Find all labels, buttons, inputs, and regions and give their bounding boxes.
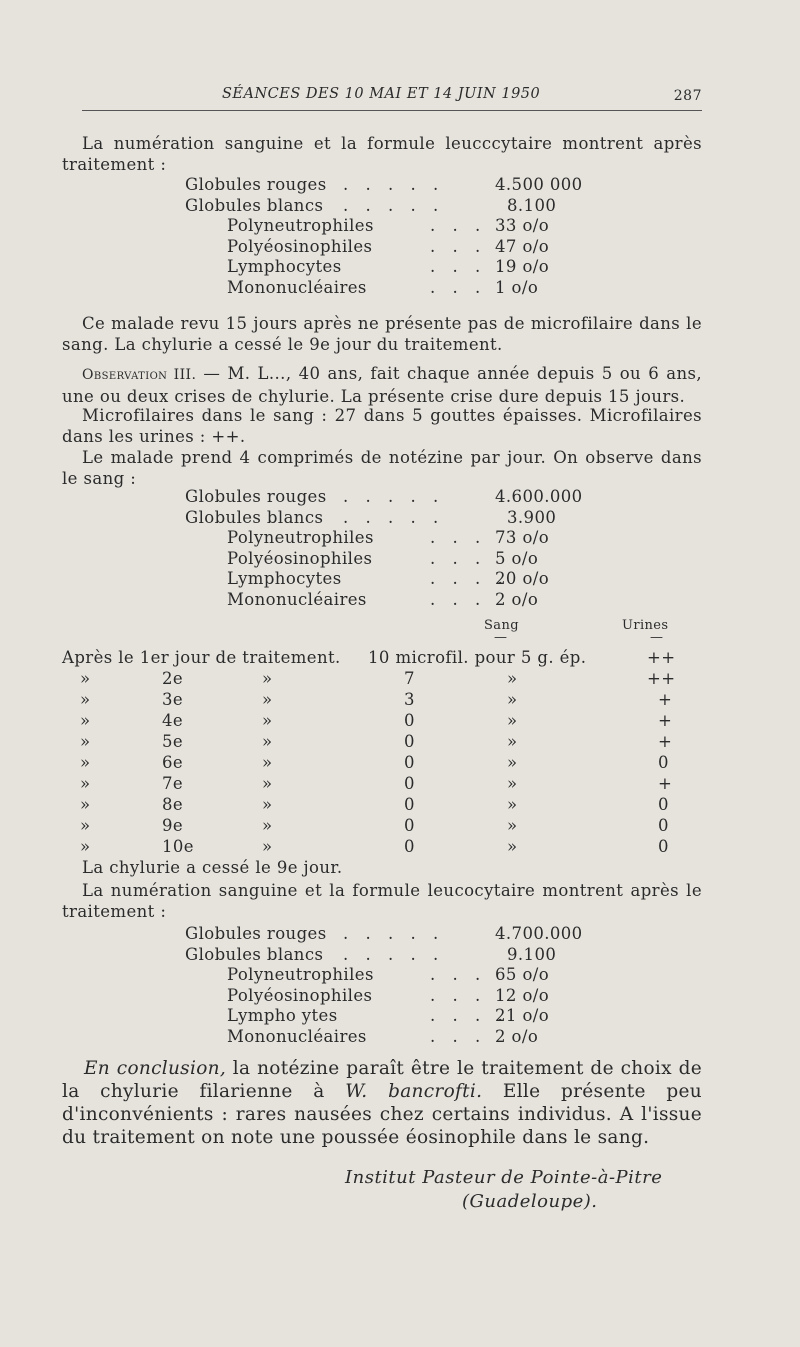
blood-count-label: Polyneutrophiles: [227, 216, 374, 235]
blood-count-label: Polyéosinophiles: [227, 985, 373, 1005]
blood-count-label: Globules blancs: [185, 944, 324, 964]
blood-count-label: Lympho ytes: [227, 1006, 338, 1025]
ditto-mark: »: [507, 669, 518, 688]
microfilaire-count: 7: [404, 669, 415, 688]
blood-count-label: Globules rouges: [185, 175, 327, 194]
ditto-mark: »: [262, 711, 273, 730]
leader-dots: . . . . .: [343, 507, 445, 527]
blood-count-value: 4.600.000: [495, 487, 583, 506]
blood-count-value: 4.700.000: [495, 924, 583, 943]
observation-3-paragraph: [62, 363, 702, 407]
column-header-sang: Sang: [484, 618, 519, 633]
treatment-day: 5e: [162, 732, 184, 751]
running-title: SÉANCES DES 10 MAI ET 14 JUIN 1950: [222, 86, 541, 102]
treatment-day: 4e: [162, 711, 184, 730]
treatment-day: 2e: [162, 669, 184, 688]
blood-count-value: 47 o/o: [495, 236, 550, 256]
urine-result: 0: [658, 753, 669, 772]
blood-count-value: 2 o/o: [495, 1026, 539, 1046]
ditto-mark: »: [507, 753, 518, 772]
leader-dots: . . . . .: [343, 924, 445, 943]
treatment-row: [62, 732, 702, 753]
ditto-mark: »: [507, 774, 518, 793]
urine-result: +: [658, 732, 673, 751]
ditto-mark: »: [80, 669, 91, 688]
blood-count-value: 2 o/o: [495, 589, 539, 609]
blood-count-value: 73 o/o: [495, 528, 550, 547]
ditto-mark: »: [262, 669, 273, 688]
treatment-course-table: [62, 618, 702, 858]
observation-heading: Observation III.: [82, 367, 197, 383]
microfilaire-count: 0: [404, 774, 415, 793]
conclusion-text-1: la notézine paraît être le traitement de choix de la chylurie filarienne à: [62, 1058, 702, 1102]
treatment-first-count: 10 microfil. pour 5 g. ép.: [368, 648, 587, 667]
urine-result: +: [658, 690, 673, 709]
blood-count-value: 20 o/o: [495, 569, 550, 588]
leader-dots: . . .: [430, 589, 487, 609]
urine-result: +: [658, 774, 673, 793]
paragraph-dosage: Le malade prend 4 comprimés de notézine par jour. On observe dans le sang :: [62, 448, 702, 488]
paragraph-results-2: La numération sanguine et la formule leucocytaire montrent après le traitement :: [62, 881, 702, 921]
leader-dots: . . . .: [430, 1006, 509, 1025]
blood-count-label: Mononucléaires: [227, 277, 367, 297]
blood-count-value: 9.100: [507, 944, 557, 964]
microfilaire-count: 0: [404, 732, 415, 751]
leader-dots: . . .: [430, 216, 487, 235]
urine-result: 0: [658, 816, 669, 835]
ditto-mark: »: [262, 816, 273, 835]
paragraph-results-1: La numération sanguine et la formule leucccytaire montrent après traitement :: [62, 134, 702, 174]
microfilaire-count: 0: [404, 795, 415, 814]
ditto-mark: »: [262, 795, 273, 814]
blood-count-value: 12 o/o: [495, 985, 550, 1005]
treatment-row: [62, 753, 702, 774]
observation-text: — M. L..., 40 ans, fait chaque année depuis 5 ou 6 ans, une ou deux crises de chylurie. La présente crise dure depuis 15 jours.: [62, 364, 702, 406]
column-dash-sang: —: [494, 630, 508, 645]
leader-dots: . . . . .: [343, 195, 445, 215]
paragraph-followup: Ce malade revu 15 jours après ne présente pas de microfilaire dans le sang. La chylurie a cessé le 9e jour du traitement.: [62, 314, 702, 354]
paragraph-microfilaires: Microfilaires dans le sang : 27 dans 5 gouttes épaisses. Microfilaires dans les urines : ++.: [62, 406, 702, 446]
blood-count-label: Globules blancs: [185, 507, 324, 527]
leader-dots: . . .: [430, 985, 487, 1005]
ditto-mark: »: [80, 711, 91, 730]
ditto-mark: »: [262, 753, 273, 772]
treatment-row: [62, 837, 702, 858]
treatment-row-day-1: [62, 648, 702, 669]
treatment-rows: [62, 669, 702, 858]
running-header: [82, 82, 702, 111]
conclusion-lead: En conclusion,: [84, 1058, 227, 1079]
urine-result: ++: [647, 669, 676, 688]
blood-count-value: 33 o/o: [495, 216, 550, 235]
conclusion-paragraph: [62, 1057, 702, 1149]
treatment-row: [62, 774, 702, 795]
column-header-urines: Urines: [622, 618, 669, 633]
treatment-first-label: Après le 1er jour de traitement.: [62, 648, 341, 667]
ditto-mark: »: [80, 732, 91, 751]
ditto-mark: »: [80, 774, 91, 793]
ditto-mark: »: [262, 774, 273, 793]
blood-count-label: Globules rouges: [185, 487, 327, 506]
page-number: 287: [673, 88, 702, 104]
ditto-mark: »: [507, 795, 518, 814]
leader-dots: . . . .: [430, 569, 509, 588]
leader-dots: . . . . .: [343, 487, 445, 506]
ditto-mark: »: [80, 753, 91, 772]
ditto-mark: »: [507, 732, 518, 751]
blood-count-label: Lymphocytes: [227, 257, 342, 276]
leader-dots: . . . . .: [343, 944, 445, 964]
urine-result: +: [658, 711, 673, 730]
treatment-first-urines: ++: [647, 648, 676, 667]
leader-dots: . . .: [430, 548, 487, 568]
treatment-day: 9e: [162, 816, 184, 835]
ditto-mark: »: [262, 690, 273, 709]
urine-result: 0: [658, 795, 669, 814]
blood-count-label: Mononucléaires: [227, 589, 367, 609]
microfilaire-count: 0: [404, 753, 415, 772]
treatment-day: 8e: [162, 795, 184, 814]
ditto-mark: »: [507, 711, 518, 730]
leader-dots: . . .: [430, 528, 487, 547]
blood-count-value: 5 o/o: [495, 548, 539, 568]
blood-count-value: 4.500 000: [495, 175, 583, 194]
signature-institute: Institut Pasteur de Pointe-à-Pitre: [345, 1167, 663, 1188]
leader-dots: . . .: [430, 965, 487, 984]
ditto-mark: »: [262, 837, 273, 856]
leader-dots: . . .: [430, 1026, 487, 1046]
signature-location: (Guadeloupe).: [462, 1191, 598, 1212]
treatment-row: [62, 795, 702, 816]
treatment-day: 10e: [162, 837, 194, 856]
blood-count-value: 3.900: [507, 507, 557, 527]
urine-result: 0: [658, 837, 669, 856]
blood-count-label: Globules rouges: [185, 924, 327, 943]
microfilaire-count: 0: [404, 711, 415, 730]
ditto-mark: »: [80, 795, 91, 814]
conclusion-text-2: Elle présente peu d'inconvénients : rares nausées chez certains individus. A l'issue du traitement on note une poussée éosinophile dans le sang.: [62, 1081, 702, 1148]
treatment-day: 3e: [162, 690, 184, 709]
microfilaire-count: 3: [404, 690, 415, 709]
blood-count-label: Polyéosinophiles: [227, 548, 373, 568]
blood-count-label: Polyéosinophiles: [227, 236, 373, 256]
microfilaire-count: 0: [404, 837, 415, 856]
leader-dots: . . .: [430, 277, 487, 297]
column-dash-urines: —: [650, 630, 664, 645]
blood-count-value: 8.100: [507, 195, 557, 215]
leader-dots: . . . .: [430, 257, 509, 276]
paragraph-chylurie-ceased: La chylurie a cessé le 9e jour.: [82, 858, 343, 877]
leader-dots: . . .: [430, 236, 487, 256]
ditto-mark: »: [262, 732, 273, 751]
treatment-row: [62, 711, 702, 732]
blood-count-value: 19 o/o: [495, 257, 550, 276]
blood-count-label: Mononucléaires: [227, 1026, 367, 1046]
blood-count-label: Polyneutrophiles: [227, 965, 374, 984]
blood-count-value: 1 o/o: [495, 277, 539, 297]
blood-count-value: 65 o/o: [495, 965, 550, 984]
ditto-mark: »: [80, 690, 91, 709]
ditto-mark: »: [80, 837, 91, 856]
treatment-table-header: [62, 618, 702, 648]
blood-count-label: Globules blancs: [185, 195, 324, 215]
ditto-mark: »: [507, 837, 518, 856]
treatment-day: 6e: [162, 753, 184, 772]
microfilaire-count: 0: [404, 816, 415, 835]
treatment-day: 7e: [162, 774, 184, 793]
leader-dots: . . . . .: [343, 175, 445, 194]
ditto-mark: »: [507, 816, 518, 835]
species-name: W. bancrofti.: [345, 1081, 483, 1102]
blood-count-value: 21 o/o: [495, 1006, 550, 1025]
blood-count-label: Polyneutrophiles: [227, 528, 374, 547]
ditto-mark: »: [80, 816, 91, 835]
treatment-row: [62, 816, 702, 837]
ditto-mark: »: [507, 690, 518, 709]
blood-count-label: Lymphocytes: [227, 569, 342, 588]
treatment-row: [62, 669, 702, 690]
treatment-row: [62, 690, 702, 711]
